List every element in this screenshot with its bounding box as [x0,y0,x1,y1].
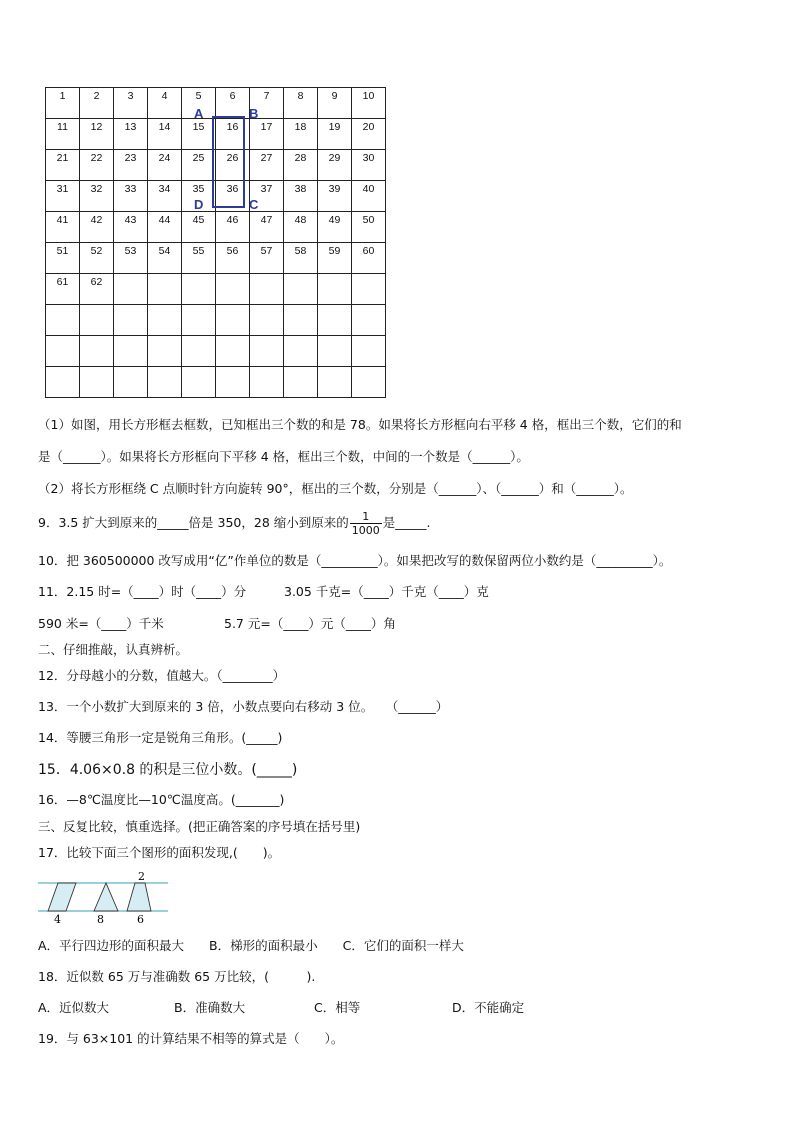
q12: 12．分母越小的分数，值越大。（________） [38,668,286,683]
grid-cell [216,274,250,305]
grid-cell [114,336,148,367]
grid-cell: 23 [114,150,148,181]
q8-part1-line1: （1）如图，用长方形框去框数，已知框出三个数的和是 78。如果将长方形框向右平移 4 格，框出三个数，它们的和 [38,417,682,432]
grid-cell: 40 [352,181,386,212]
grid-cell [182,336,216,367]
q10: 10．把 360500000 改写成用“亿”作单位的数是（_________）。如果把改写的数保留两位小数约是（_________）。 [38,553,672,568]
grid-cell [114,305,148,336]
grid-cell [182,367,216,398]
grid-cell [148,367,182,398]
grid-cell: 7 [250,88,284,119]
grid-cell: 34 [148,181,182,212]
grid-cell: 44 [148,212,182,243]
grid-cell: 52 [80,243,114,274]
q17-triangle [94,883,118,911]
grid-cell [216,305,250,336]
grid-cell [284,305,318,336]
grid-cell: 8 [284,88,318,119]
grid-cell: 5 [182,88,216,119]
grid-cell [114,274,148,305]
grid-cell: 10 [352,88,386,119]
grid-row [46,367,386,398]
grid-cell: 14 [148,119,182,150]
grid-row [46,336,386,367]
grid-cell: 61 [46,274,80,305]
grid-cell [318,274,352,305]
q17-label-8: 8 [97,913,104,926]
grid-cell: 36 [216,181,250,212]
grid-cell: 54 [148,243,182,274]
rectangle-frame [212,116,245,208]
grid-cell: 6 [216,88,250,119]
grid-cell: 28 [284,150,318,181]
grid-cell: 29 [318,150,352,181]
grid-cell [46,336,80,367]
grid-cell: 22 [80,150,114,181]
grid-row [46,305,386,336]
grid-cell: 53 [114,243,148,274]
grid-cell: 45 [182,212,216,243]
q9-frac-numerator: 1 [350,510,382,524]
grid-cell [250,367,284,398]
corner-label-a: A [194,106,204,121]
grid-cell: 24 [148,150,182,181]
grid-cell: 16 [216,119,250,150]
grid-cell: 9 [318,88,352,119]
grid-cell: 20 [352,119,386,150]
grid-cell [46,305,80,336]
q14: 14．等腰三角形一定是锐角三角形。(_____) [38,730,283,745]
q9-text-after: 是_____. [382,515,431,530]
grid-cell: 2 [80,88,114,119]
grid-cell: 55 [182,243,216,274]
grid-cell: 12 [80,119,114,150]
q17-options: A．平行四边形的面积最大 B．梯形的面积最小 C．它们的面积一样大 [38,938,464,953]
q11-line2-b: 5.7 元=（____）元（____）角 [224,616,396,631]
q18-option-a: A．近似数大 [38,1000,110,1015]
grid-cell: 59 [318,243,352,274]
grid-cell: 37 [250,181,284,212]
grid-cell [352,274,386,305]
grid-cell: 17 [250,119,284,150]
grid-cell: 62 [80,274,114,305]
grid-cell: 3 [114,88,148,119]
grid-cell: 47 [250,212,284,243]
grid-cell: 49 [318,212,352,243]
grid-cell [216,367,250,398]
grid-cell [250,305,284,336]
grid-cell [46,367,80,398]
grid-cell [80,336,114,367]
q9-text-before: 9．3.5 扩大到原来的_____倍是 350，28 缩小到原来的 [38,515,349,530]
grid-cell: 27 [250,150,284,181]
q9 [38,510,431,537]
q8-part2: （2）将长方形框绕 C 点顺时针方向旋转 90°，框出的三个数，分别是（______）、（______）和（______）。 [38,481,633,496]
grid-cell: 57 [250,243,284,274]
grid-cell [284,367,318,398]
grid-cell [250,274,284,305]
grid-cell: 33 [114,181,148,212]
grid-cell [284,336,318,367]
q8-part1-line2: 是（______）。如果将长方形框向下平移 4 格，框出三个数，中间的一个数是（______）。 [38,449,529,464]
grid-cell [148,274,182,305]
grid-cell: 30 [352,150,386,181]
grid-cell: 39 [318,181,352,212]
q17-label-4: 4 [54,913,61,926]
grid-cell: 51 [46,243,80,274]
q17-label-2: 2 [138,870,145,883]
grid-cell: 50 [352,212,386,243]
grid-cell [148,305,182,336]
grid-cell: 13 [114,119,148,150]
grid-cell [318,336,352,367]
q11-line2-a: 590 米=（____）千米 [38,616,164,631]
grid-row [46,88,386,119]
grid-cell [80,367,114,398]
grid-cell: 46 [216,212,250,243]
q17-label-6: 6 [137,913,144,926]
grid-cell [318,305,352,336]
corner-label-c: C [249,197,259,212]
grid-cell [148,336,182,367]
grid-row [46,212,386,243]
q19: 19．与 63×101 的计算结果不相等的算式是（ ）。 [38,1031,344,1046]
grid-cell: 60 [352,243,386,274]
grid-cell: 48 [284,212,318,243]
q18-stem: 18．近似数 65 万与准确数 65 万比较，( ). [38,969,316,984]
q16: 16．—8℃温度比—10℃温度高。(_______) [38,792,285,807]
grid-cell: 19 [318,119,352,150]
corner-label-b: B [249,106,259,121]
q18-option-c: C．相等 [314,1000,361,1015]
grid-cell: 32 [80,181,114,212]
q11-line1-a: 11．2.15 时=（____）时（____）分 [38,584,247,599]
grid-cell: 56 [216,243,250,274]
q11-line1-b: 3.05 千克=（____）千克（____）克 [284,584,489,599]
section-3-heading: 三、反复比较，慎重选择。(把正确答案的序号填在括号里) [38,819,361,834]
grid-cell [216,336,250,367]
q9-fraction [350,510,382,537]
q17-trapezoid [127,883,151,911]
grid-cell: 58 [284,243,318,274]
grid-cell: 18 [284,119,318,150]
grid-cell [352,336,386,367]
grid-cell [352,367,386,398]
grid-cell: 4 [148,88,182,119]
q18-option-d: D．不能确定 [452,1000,525,1015]
q17-shapes-figure [38,870,178,928]
grid-cell: 25 [182,150,216,181]
grid-cell [80,305,114,336]
grid-cell [114,367,148,398]
grid-cell: 1 [46,88,80,119]
grid-cell: 21 [46,150,80,181]
grid-cell [250,336,284,367]
grid-cell [182,305,216,336]
grid-cell [284,274,318,305]
q18-option-b: B．准确数大 [174,1000,246,1015]
grid-cell: 11 [46,119,80,150]
grid-cell: 41 [46,212,80,243]
grid-cell: 15 [182,119,216,150]
grid-cell [318,367,352,398]
q17-parallelogram [48,883,76,911]
q17-stem: 17．比较下面三个图形的面积发现,( )。 [38,845,281,860]
q9-frac-denominator: 1000 [351,524,380,537]
q13: 13．一个小数扩大到原来的 3 倍，小数点要向右移动 3 位。 （______） [38,699,449,714]
grid-row [46,243,386,274]
corner-label-d: D [194,197,204,212]
grid-cell: 31 [46,181,80,212]
section-2-heading: 二、仔细推敲，认真辨析。 [38,642,189,657]
grid-cell: 26 [216,150,250,181]
grid-cell: 35 [182,181,216,212]
grid-cell [352,305,386,336]
grid-cell: 43 [114,212,148,243]
q15: 15．4.06×0.8 的积是三位小数。(_____) [38,762,298,778]
grid-cell [182,274,216,305]
grid-cell: 42 [80,212,114,243]
grid-row [46,274,386,305]
grid-cell: 38 [284,181,318,212]
